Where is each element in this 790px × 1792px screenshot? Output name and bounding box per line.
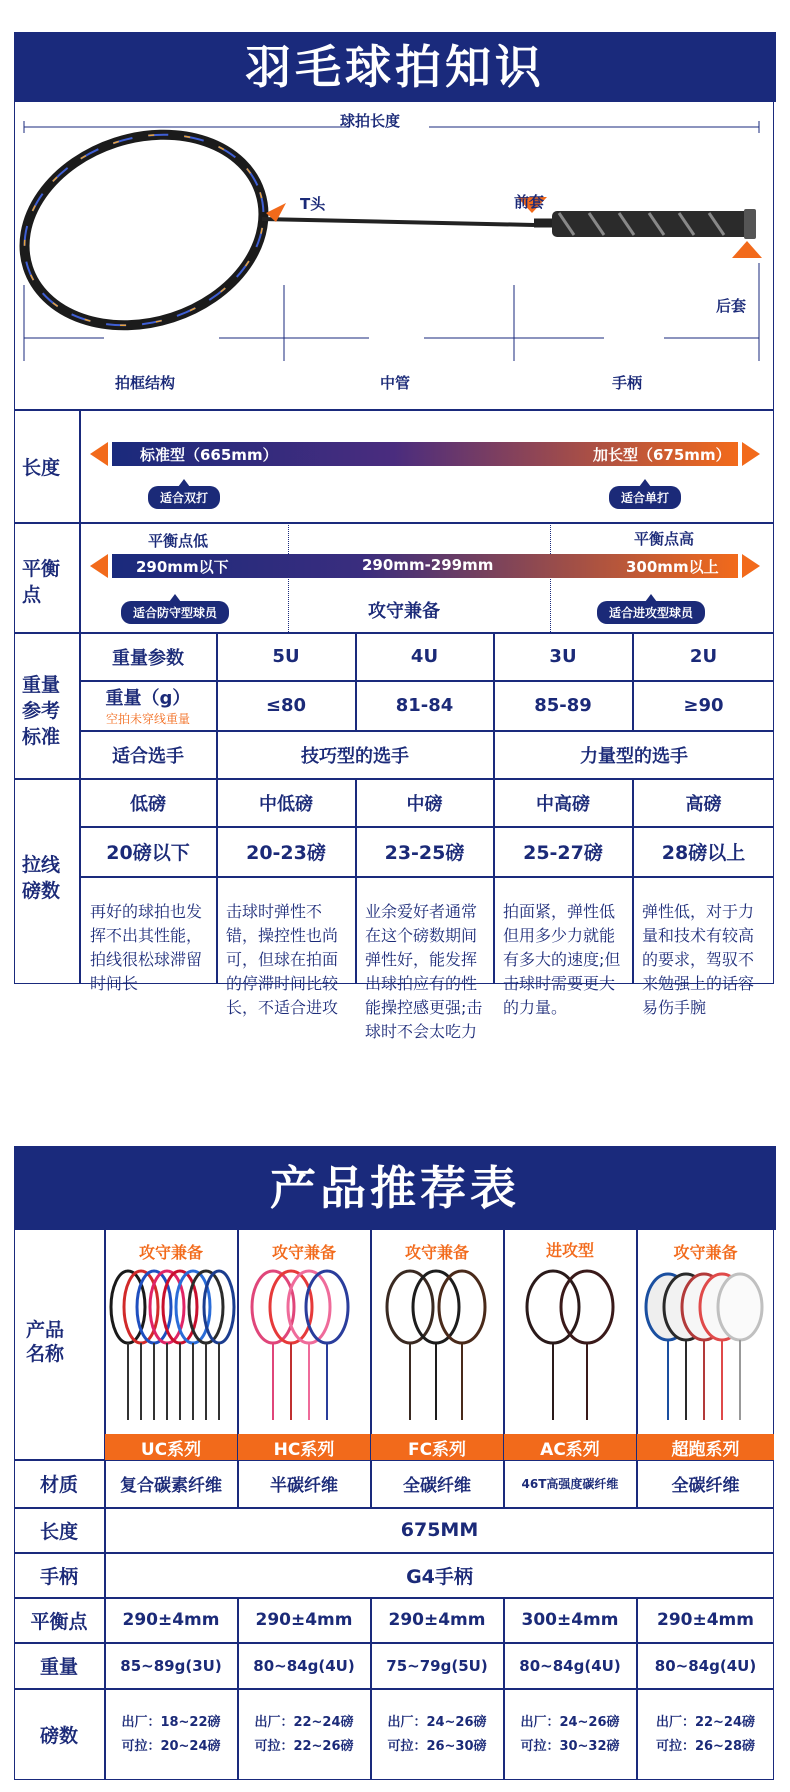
hc-series-racket-image	[239, 1262, 369, 1430]
balance-row-label: 平衡 点	[22, 558, 61, 606]
weight-value: 80~84g(4U)	[519, 1656, 621, 1675]
weight-value: 75~79g(5U)	[386, 1656, 488, 1675]
balance-mid-range: 290mm-299mm	[362, 556, 494, 574]
balance-value: 290±4mm	[122, 1610, 220, 1630]
divider	[79, 876, 774, 878]
fc-series-racket-image	[372, 1262, 502, 1430]
handle-label: 手柄	[612, 374, 643, 392]
t-head-label: T头	[300, 195, 326, 213]
products-title-banner: 产品推荐表	[14, 1146, 776, 1230]
handle-value: G4手柄	[406, 1565, 473, 1588]
tension-range-mid-high: 25-27磅	[523, 842, 603, 864]
tension-level-high: 高磅	[685, 793, 722, 815]
balance-value: 290±4mm	[255, 1610, 353, 1630]
material-label: 材质	[39, 1474, 78, 1496]
balance-low-range: 290mm以下	[136, 558, 229, 576]
hc-series-label: HC系列	[238, 1434, 370, 1460]
front-cover-label: 前套	[514, 193, 545, 211]
tension-desc-low: 再好的球拍也发挥不出其性能，拍线很松球滞留时间长	[90, 902, 203, 993]
defensive-badge: 适合防守型球员	[121, 601, 229, 624]
divider	[14, 409, 774, 411]
material-value: 全碳纤维	[671, 1476, 740, 1496]
fc-series-label: FC系列	[371, 1434, 503, 1460]
handle-label-row: 手柄	[39, 1565, 78, 1588]
tension-desc-mid: 业余爱好者通常在这个磅数期间弹性好，能发挥出球拍应有的性能操控感更强;击球时不会太吃力	[365, 902, 483, 1041]
tension-value: 出厂：18~22磅 可拉：20~24磅	[121, 1714, 221, 1754]
length-row-label: 长度	[22, 457, 61, 479]
ac-series-racket-image	[505, 1262, 635, 1430]
tension-row-label: 拉线 磅数	[22, 854, 61, 902]
racket-length-label: 球拍长度	[340, 112, 401, 130]
weight-grams-header: 重量（g） 空拍未穿线重量	[105, 688, 191, 726]
weight-range-4u: 81-84	[395, 695, 454, 716]
grade-5u: 5U	[272, 646, 300, 667]
shaft-label: 中管	[380, 374, 411, 392]
weight-range-5u: ≤80	[265, 695, 307, 716]
weight-value: 85~89g(3U)	[120, 1656, 222, 1675]
singles-badge: 适合单打	[609, 486, 681, 509]
length-label: 长度	[39, 1520, 78, 1543]
grade-4u: 4U	[410, 646, 439, 667]
balance-low-title: 平衡点低	[148, 532, 209, 550]
tension-value: 出厂：24~26磅 可拉：30~32磅	[520, 1714, 620, 1754]
knowledge-title-banner: 羽毛球拍知识	[14, 32, 776, 102]
weight-row-label: 重量 参考 标准	[22, 674, 61, 748]
tension-label: 磅数	[39, 1725, 78, 1747]
tension-range-mid: 23-25磅	[384, 842, 465, 864]
tension-value: 出厂：22~24磅 可拉：26~28磅	[655, 1714, 756, 1754]
tension-level-mid-high: 中高磅	[536, 793, 590, 815]
power-player-cell: 力量型的选手	[580, 745, 688, 767]
balance-value: 300±4mm	[521, 1610, 619, 1630]
tension-level-mid: 中磅	[406, 793, 443, 815]
product-style: 攻守兼备	[138, 1243, 203, 1262]
uc-series-label: UC系列	[105, 1434, 237, 1460]
product-style: 攻守兼备	[271, 1243, 336, 1262]
weight-value: 80~84g(4U)	[253, 1656, 355, 1675]
tension-value: 出厂：22~24磅 可拉：22~26磅	[254, 1714, 354, 1754]
material-value: 半碳纤维	[270, 1476, 338, 1496]
balance-value: 290±4mm	[388, 1610, 486, 1630]
back-cover-label: 后套	[716, 297, 747, 315]
length-extended-text: 加长型（675mm）	[593, 446, 731, 464]
tension-range-mid-low: 20-23磅	[246, 842, 326, 864]
weight-label: 重量	[39, 1656, 78, 1678]
super-series-racket-image	[638, 1262, 773, 1430]
product-name-label: 产品 名称	[26, 1319, 65, 1365]
tension-desc-mid-high: 拍面紧，弹性低但用多少力就能有多大的速度;但击球时需要更大的力量。	[503, 902, 621, 1017]
tension-level-low: 低磅	[130, 793, 166, 815]
material-value: 复合碳素纤维	[120, 1476, 222, 1496]
offensive-badge: 适合进攻型球员	[597, 601, 705, 624]
weight-range-2u: ≥90	[683, 695, 724, 716]
weight-value: 80~84g(4U)	[654, 1656, 757, 1675]
tension-desc-high: 弹性低，对于力量和技术有较高的要求，驾驭不来勉强上的话容易伤手腕	[642, 902, 755, 1017]
tension-range-low: 20磅以下	[106, 842, 190, 864]
balance-high-range: 300mm以上	[626, 558, 719, 576]
product-style: 进攻型	[545, 1241, 594, 1260]
skill-player-cell: 技巧型的选手	[301, 745, 409, 767]
weight-param-header: 重量参数	[112, 647, 184, 669]
grade-3u: 3U	[549, 646, 577, 667]
balance-value: 290±4mm	[657, 1610, 754, 1630]
suitable-player-header: 适合选手	[112, 745, 184, 767]
balance-high-title: 平衡点高	[634, 530, 695, 548]
grade-2u: 2U	[689, 646, 718, 667]
tension-level-mid-low: 中低磅	[259, 793, 313, 815]
material-value: 46T高强度碳纤维	[521, 1477, 619, 1491]
tension-range-high: 28磅以上	[661, 842, 746, 864]
uc-series-racket-image	[106, 1262, 236, 1430]
material-value: 全碳纤维	[403, 1476, 471, 1496]
product-style: 攻守兼备	[673, 1243, 738, 1262]
balance-all-round-text: 攻守兼备	[368, 601, 440, 622]
product-style: 攻守兼备	[404, 1243, 469, 1262]
doubles-badge: 适合双打	[148, 486, 220, 509]
divider	[14, 522, 774, 524]
length-standard-text: 标准型（665mm）	[140, 446, 278, 464]
racket-diagram	[14, 115, 774, 365]
super-series-label: 超跑系列	[637, 1434, 774, 1460]
tension-desc-mid-low: 击球时弹性不错，操控性也尚可，但球在拍面的停滞时间比较长，不适合进攻	[226, 902, 339, 1017]
frame-structure-label: 拍框结构	[115, 374, 176, 392]
length-value: 675MM	[400, 1519, 479, 1541]
ac-series-label: AC系列	[504, 1434, 636, 1460]
tension-value: 出厂：24~26磅 可拉：26~30磅	[387, 1714, 487, 1754]
balance-label: 平衡点	[30, 1610, 88, 1633]
weight-range-3u: 85-89	[534, 695, 592, 716]
